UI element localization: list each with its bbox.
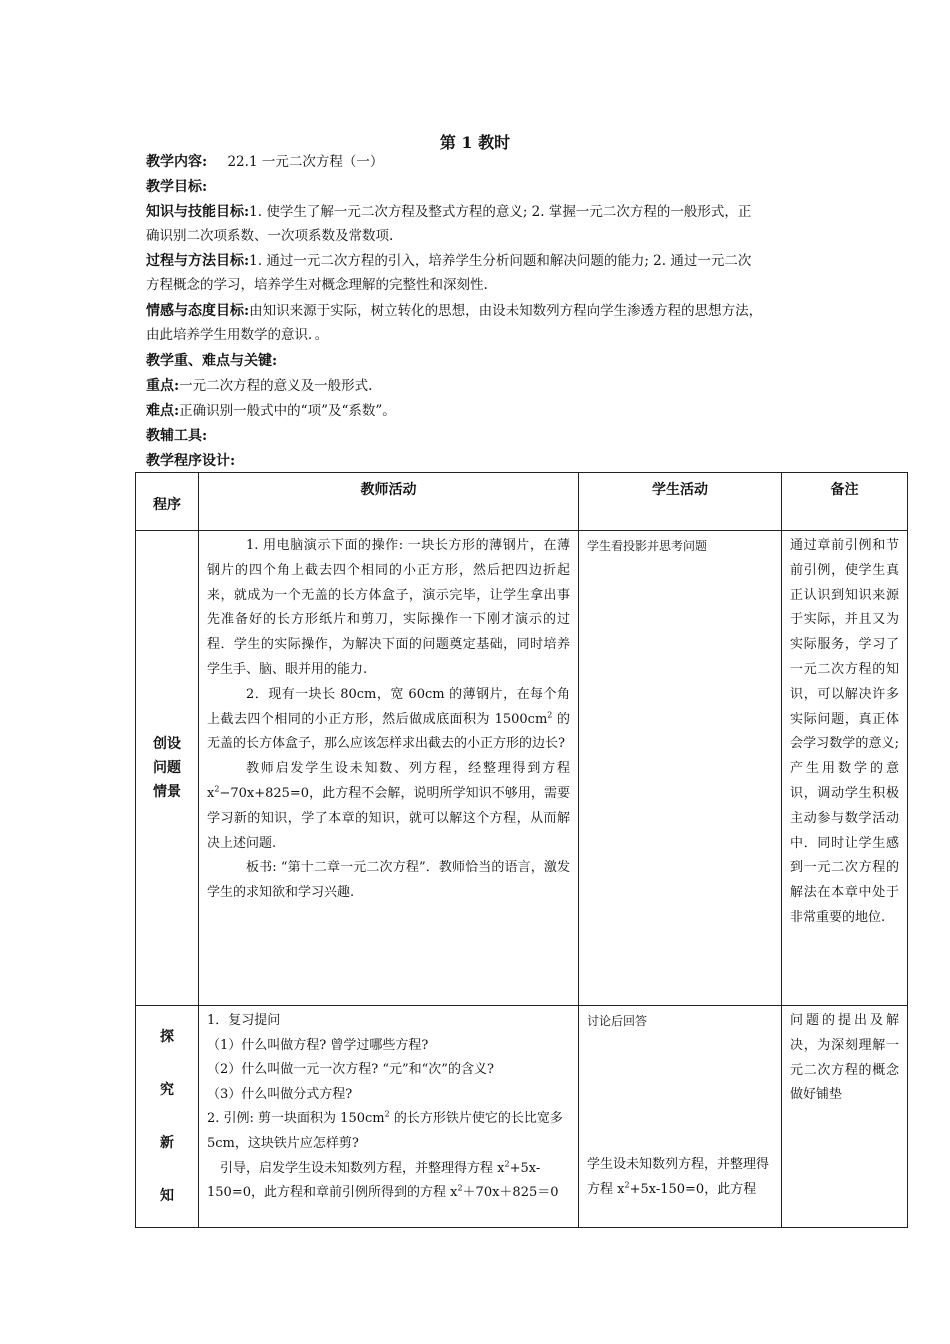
remark-cell	[782, 1006, 908, 1228]
header-teacher-activity: 教师活动	[199, 473, 579, 531]
header-student-activity: 学生活动	[579, 473, 782, 531]
emotion-line1: 由知识来源于实际，树立转化的思想，由设未知数列方程向学生渗透方程的思想方法，	[249, 303, 763, 319]
stage-char: 知	[160, 1187, 174, 1204]
teacher-paragraph: 1. 用电脑演示下面的操作: 一块长方形的薄钢片，在薄钢片的四个角上截去四个相同的小正方形，然后把四边折起来，就成为一个无盖的长方体盒子，演示完毕，让学生拿出事先准备好的长方形纸片和剪刀，实际操作一下刚才演示的过程．学生的实际操作，为解决下面的问题奠定基础，同时培养学生手、脑、眼并用的能力.	[207, 538, 570, 677]
student-activity-text: 学生看投影并思考问题	[587, 539, 708, 553]
header-remarks: 备注	[782, 473, 908, 531]
teacher-line: 1．复习提问	[207, 1013, 281, 1028]
student-activity-text: 学生设未知数列方程，并整理得方程 $x^2+5x-150=0$，此方程	[587, 1157, 770, 1197]
stage-char: 新	[160, 1134, 174, 1151]
stage-cell	[136, 531, 199, 1006]
lesson-procedure-table	[135, 472, 908, 1228]
tools-heading: 教辅工具:	[146, 428, 208, 444]
stage-label-line: 问题	[153, 760, 181, 776]
remark-cell	[782, 531, 908, 1006]
design-heading: 教学程序设计:	[146, 453, 236, 469]
knowledge-label: 知识与技能目标:	[146, 204, 250, 220]
table-row	[136, 1006, 908, 1228]
remark-text: 通过章前引例和节前引例，使学生真正认识到知识来源于实际，并且又为实际服务，学习了一元二次方程的知识，可以解决许多实际问题，真正体会学习数学的意义; 产生用数学的意识，调动学生积极主动参与数学活动中．同时让学生感到一元二次方程的解法在本章中处于非常重要的地位.	[790, 538, 899, 925]
difficult-label: 难点:	[146, 403, 180, 419]
difficult-point	[146, 399, 811, 423]
emotion-line2: 由此培养学生用数学的意识．。	[146, 327, 329, 343]
stage-label-line: 创设	[153, 736, 181, 752]
teacher-activity-cell	[199, 531, 579, 1006]
emotion-label: 情感与态度目标:	[146, 303, 250, 319]
emotion-objective	[146, 299, 811, 347]
table-row	[136, 531, 908, 1006]
content-line	[146, 150, 811, 174]
key-point	[146, 374, 811, 398]
process-line2: 方程概念的学习，培养学生对概念理解的完整性和深刻性.	[146, 277, 488, 293]
stage-char: 探	[160, 1028, 174, 1045]
knowledge-line1: 1. 使学生了解一元二次方程及整式方程的意义; 2. 掌握一元二次方程的一般形式，正	[249, 204, 752, 220]
table-header-row	[136, 473, 908, 531]
student-activity-text: 讨论后回答	[587, 1014, 648, 1028]
student-activity-cell	[579, 531, 782, 1006]
process-objective	[146, 249, 811, 297]
teacher-line: （3）什么叫做分式方程?	[207, 1086, 353, 1102]
knowledge-objective	[146, 200, 811, 248]
teacher-line: 2. 引例: 剪一块面积为 $150cm^2$ 的长方形铁片使它的长比宽多 5cm，这块铁片应怎样剪?	[207, 1110, 563, 1151]
student-activity-cell	[579, 1006, 782, 1228]
difficult-value: 正确识别一般式中的“项”及“系数”。	[179, 403, 396, 419]
teacher-line: （2）什么叫做一元一次方程? “元”和“次”的含义?	[207, 1062, 494, 1078]
remark-text: 问题的提出及解决，为深刻理解一元二次方程的概念做好铺垫	[790, 1013, 899, 1103]
objectives-heading: 教学目标:	[146, 179, 208, 195]
key-label: 重点:	[146, 378, 180, 394]
knowledge-line2: 确识别二次项系数、一次项系数及常数项.	[146, 228, 394, 244]
process-label: 过程与方法目标:	[146, 253, 250, 269]
stage-cell	[136, 1006, 199, 1228]
teacher-activity-cell	[199, 1006, 579, 1228]
process-line1: 1. 通过一元二次方程的引入，培养学生分析问题和解决问题的能力; 2. 通过一元二次	[249, 253, 752, 269]
stage-char: 究	[160, 1081, 174, 1098]
key-value: 一元二次方程的意义及一般形式.	[179, 378, 373, 394]
teacher-line: 引导，启发学生设未知数列方程，并整理得方程 $x^2+5x-150=0$，此方程和章前引例所得到的方程 $x^2+70x+825=0$	[207, 1159, 559, 1201]
content-value: 22.1 一元二次方程（一）	[227, 154, 384, 170]
teacher-paragraph: 教师启发学生设未知数、列方程，经整理得到方程 $x^2-70x+825=0$，此方程不会解，说明所学知识不够用，需要学习新的知识，学了本章的知识，就可以解这个方程，从而解决上述问题.	[207, 761, 570, 851]
teacher-paragraph: 板书: “第十二章一元二次方程”．教师恰当的语言，激发学生的求知欲和学习兴趣.	[207, 860, 570, 901]
keypoints-heading: 教学重、难点与关键:	[146, 353, 278, 369]
stage-label-line: 情景	[153, 784, 181, 800]
teacher-paragraph: 2．现有一块长 80cm，宽 60cm 的薄钢片，在每个角上截去四个相同的小正方形，然后做成底面积为 $1500cm^2$ 的无盖的长方体盒子，那么应该怎样求出截去的小正方形的边长?	[207, 686, 570, 752]
header-procedure: 程序	[136, 473, 199, 531]
content-label: 教学内容:	[146, 154, 208, 170]
teacher-line: （1）什么叫做方程? 曾学过哪些方程?	[207, 1037, 429, 1053]
page-title: 第 1 教时	[439, 133, 511, 152]
